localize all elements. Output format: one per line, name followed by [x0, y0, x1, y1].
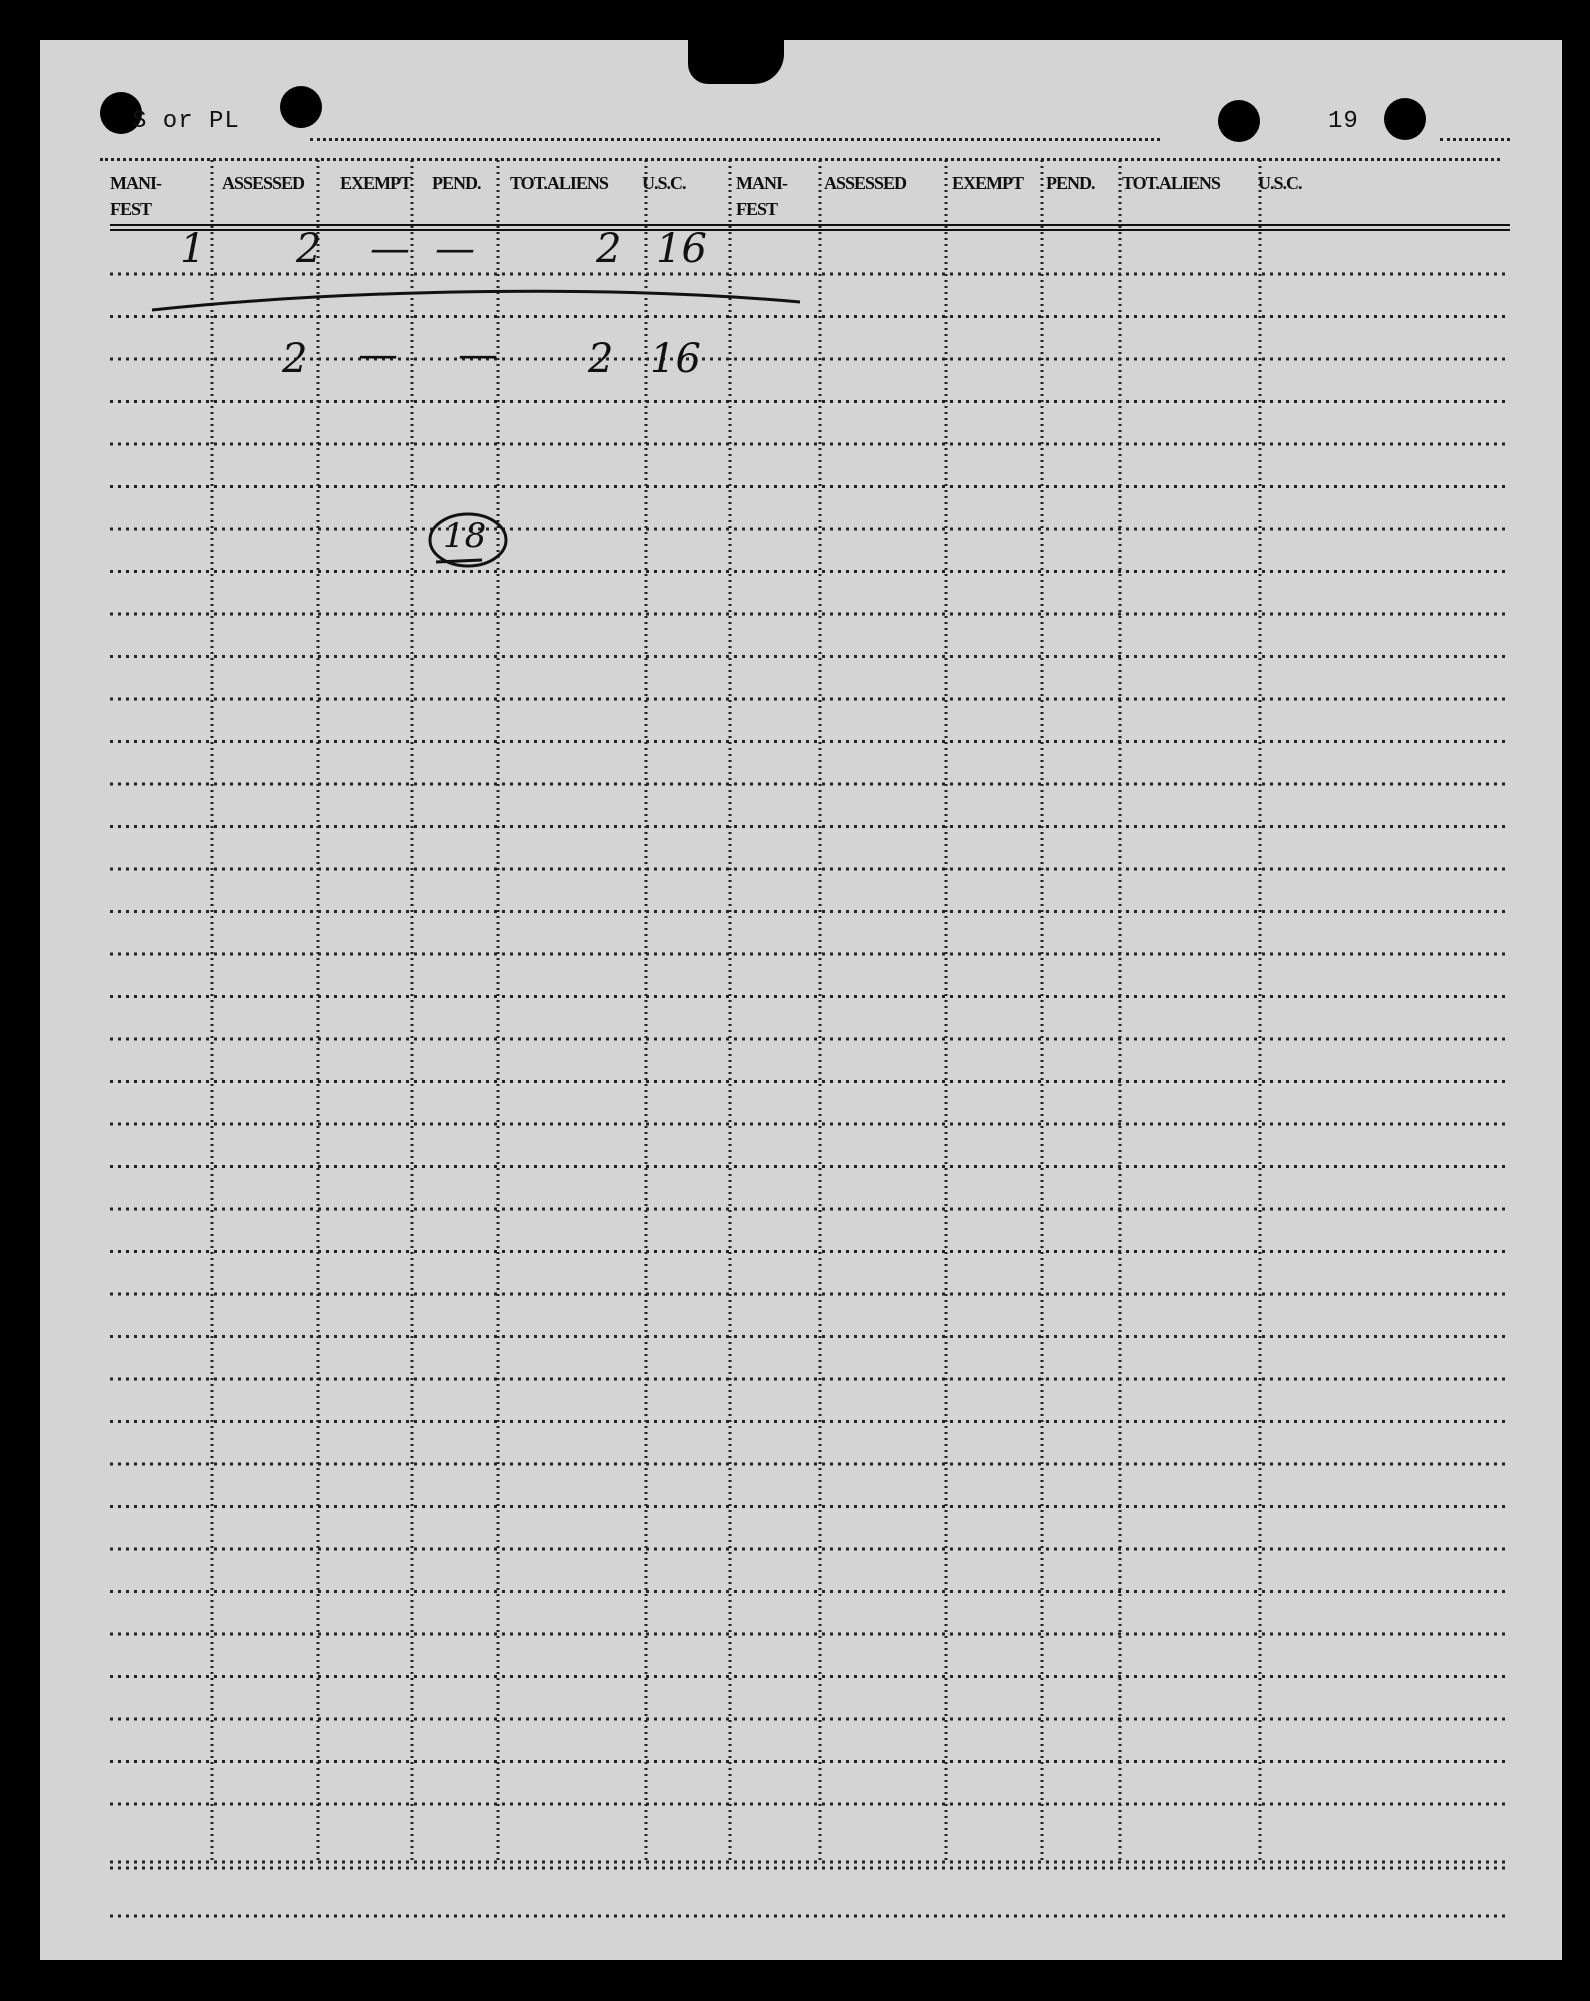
total-totaliens: 2 — [588, 336, 614, 382]
col-header-assessed-2: ASSESSED — [824, 173, 907, 193]
form-year-label: 19 — [1328, 108, 1359, 135]
col-header-pend-1: PEND. — [432, 173, 481, 193]
row1-manifest: 1 — [180, 226, 206, 272]
col-header-totaliens-1: TOT.ALIENS — [510, 173, 608, 193]
row1-totaliens: 2 — [596, 226, 622, 272]
total-usc: 16 — [650, 336, 701, 382]
col-header-exempt-1: EXEMPT — [340, 173, 412, 193]
col-header-exempt-2: EXEMPT — [952, 173, 1024, 193]
total-assessed: 2 — [282, 336, 308, 382]
col-header-totaliens-2: TOT.ALIENS — [1122, 173, 1220, 193]
circled-number: 18 — [443, 516, 487, 556]
sum-underline — [40, 40, 1562, 440]
col-header-manifest-1: MANI- FEST — [110, 173, 161, 219]
row1-usc: 16 — [656, 226, 707, 272]
col-header-usc-2: U.S.C. — [1258, 173, 1302, 193]
col-header-manifest-2: MANI- FEST — [736, 173, 787, 219]
col-header-usc-1: U.S.C. — [642, 173, 686, 193]
col-header-assessed-1: ASSESSED — [222, 173, 305, 193]
form-sheet — [40, 40, 1562, 1960]
row1-assessed: 2 — [296, 226, 322, 272]
total-pend: — — [458, 332, 498, 378]
row1-pend: — — [435, 226, 475, 272]
total-exempt: — — [358, 332, 398, 378]
row1-exempt: — — [370, 226, 410, 272]
col-header-pend-2: PEND. — [1046, 173, 1095, 193]
form-ship-label: S or PL — [132, 108, 240, 135]
